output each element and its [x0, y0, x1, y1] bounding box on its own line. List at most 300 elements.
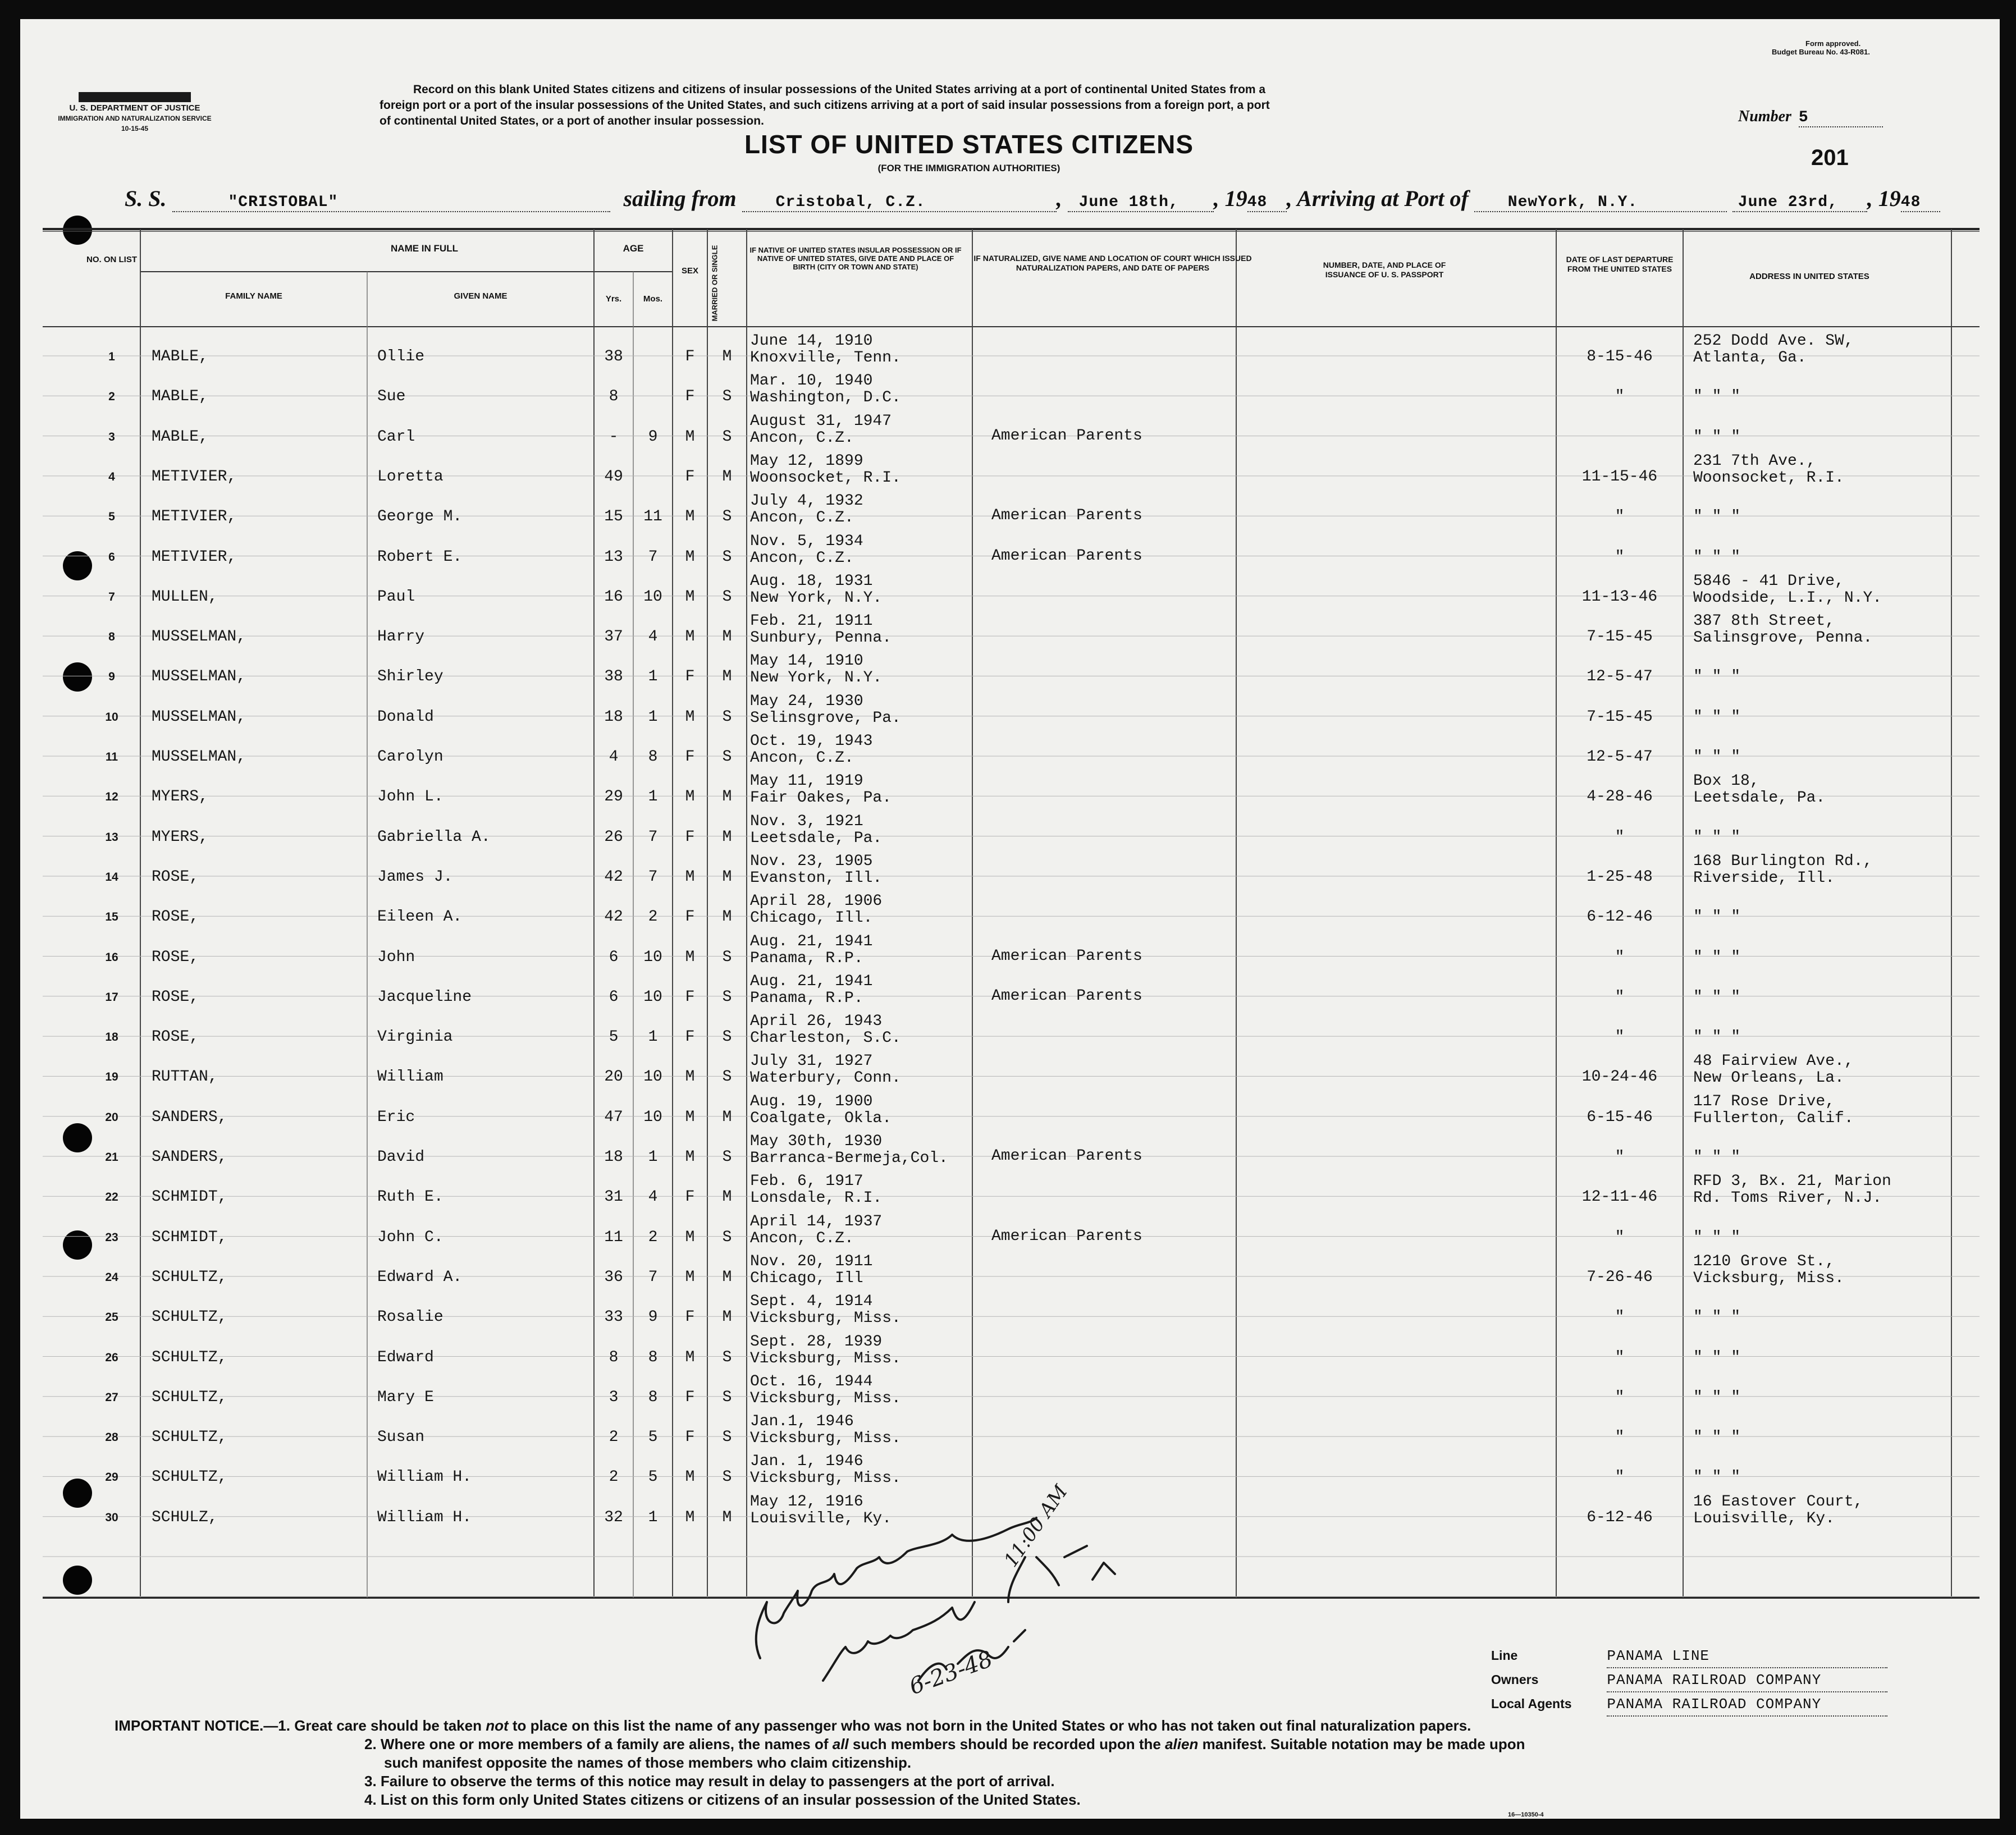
age-years: 8 — [609, 1348, 619, 1366]
col-header-birth: IF NATIVE OF UNITED STATES INSULAR POSSESSION OR IF NATIVE OF UNITED STATES, GIVE DATE AND PLACE OF BIRTH (CITY OR TOWN AND STATE) — [749, 246, 962, 271]
birth-date: Oct. 19, 1943 — [750, 733, 873, 750]
col-header-departure: DATE OF LAST DEPARTURE FROM THE UNITED STATES — [1566, 255, 1674, 273]
intro-text: Record on this blank United States citizens and citizens of insular possessions of the United States arriving at a port of continental United States from a foreign port or a port of the insular possessions of the United States, and such citizens arriving at a port of said insular possessions from a foreign port, a port of continental United States, or a port of another insular possession. — [380, 83, 1270, 127]
sex: M — [685, 628, 695, 646]
sex: F — [685, 1388, 695, 1406]
age-years: - — [609, 428, 619, 446]
age-months: 8 — [648, 1388, 658, 1406]
marital-status: M — [722, 468, 732, 486]
birth-date: May 24, 1930 — [750, 692, 863, 710]
address-line-1: 5846 - 41 Drive, — [1693, 572, 1844, 590]
sex: M — [685, 1508, 695, 1526]
marital-status: M — [722, 788, 732, 806]
birth-date: Nov. 5, 1934 — [750, 532, 863, 550]
marital-status: M — [722, 1308, 732, 1326]
departure-date: 8-15-46 — [1587, 348, 1653, 365]
birth-date: Mar. 10, 1940 — [750, 372, 873, 390]
family-name: SCHMIDT, — [152, 1188, 227, 1206]
footer-carrier: Line PANAMA LINE Owners PANAMA RAILROAD COMPANY Local Agents PANAMA RAILROAD COMPANY — [1491, 1644, 1887, 1717]
given-name: John L. — [377, 788, 444, 806]
address-line-2: Woodside, L.I., N.Y. — [1693, 589, 1882, 607]
form-subtitle: (FOR THE IMMIGRATION AUTHORITIES) — [877, 163, 1060, 173]
sex: F — [685, 468, 695, 486]
address-line-2: Vicksburg, Miss. — [1693, 1269, 1844, 1287]
naturalization-note: American Parents — [991, 1147, 1142, 1165]
sex: M — [685, 1348, 695, 1366]
address-line-2: Leetsdale, Pa. — [1693, 789, 1826, 807]
marital-status: S — [722, 1468, 732, 1486]
departure-date: 6-15-46 — [1587, 1108, 1653, 1126]
age-years: 3 — [609, 1388, 619, 1406]
age-months: 10 — [643, 988, 662, 1006]
given-name: John C. — [377, 1228, 444, 1246]
row-number: 3 — [108, 430, 115, 443]
naturalization-note: American Parents — [991, 947, 1142, 965]
given-name: Mary E — [377, 1388, 434, 1406]
address-line-1: " " " — [1693, 668, 1741, 686]
address-line-1: " " " — [1693, 1468, 1741, 1486]
departure-date: 11-13-46 — [1581, 588, 1658, 606]
given-name: George M. — [377, 508, 463, 526]
address-line-1: Box 18, — [1693, 772, 1759, 790]
family-name: MABLE, — [152, 388, 208, 406]
age-years: 20 — [604, 1068, 623, 1086]
row-number: 19 — [105, 1070, 118, 1084]
row-number: 23 — [105, 1230, 118, 1244]
age-years: 26 — [604, 828, 623, 846]
age-years: 4 — [609, 748, 619, 766]
row-number: 12 — [105, 790, 118, 804]
departure-year: 48 — [1247, 194, 1287, 212]
birth-place: Chicago, Ill. — [750, 909, 873, 927]
voyage-line: S. S. "CRISTOBAL" sailing from Cristobal, C.Z. , June 18th, , 1948 , Arriving at Port of NewYork, N.Y. June 23rd, , 1948 — [125, 185, 1977, 212]
marital-status: S — [722, 428, 732, 446]
sex: F — [685, 348, 695, 365]
age-years: 18 — [604, 708, 623, 726]
address-line-1: 231 7th Ave., — [1693, 452, 1816, 470]
family-name: METIVIER, — [152, 508, 237, 526]
family-name: SCHULTZ, — [152, 1388, 227, 1406]
given-name: Gabriella A. — [377, 828, 491, 846]
col-header-name: NAME IN FULL — [391, 243, 458, 254]
row-number: 2 — [108, 390, 115, 404]
given-name: David — [377, 1148, 425, 1166]
marital-status: M — [722, 1108, 732, 1126]
birth-date: May 12, 1916 — [750, 1493, 863, 1511]
address-line-1: " " " — [1693, 708, 1741, 726]
address-line-1: " " " — [1693, 428, 1741, 446]
age-years: 13 — [604, 548, 623, 566]
sex: M — [685, 1468, 695, 1486]
departure-date: " — [1615, 1228, 1625, 1246]
birth-date: Jan. 1, 1946 — [750, 1453, 863, 1471]
age-months: 1 — [648, 1148, 658, 1166]
family-name: ROSE, — [152, 1028, 199, 1046]
departure-date: 1-25-48 — [1587, 868, 1653, 886]
marital-status: S — [722, 508, 732, 526]
birth-date: Feb. 6, 1917 — [750, 1173, 863, 1191]
given-name: Ollie — [377, 348, 425, 365]
col-header-age: AGE — [623, 243, 644, 254]
birth-place: Evanston, Ill. — [750, 869, 883, 887]
birth-place: Ancon, C.Z. — [750, 429, 854, 447]
age-months: 5 — [648, 1468, 658, 1486]
address-line-1: " " " — [1693, 1348, 1741, 1366]
age-months: 2 — [648, 908, 658, 926]
departure-date: " — [1615, 1028, 1625, 1046]
age-years: 5 — [609, 1028, 619, 1046]
address-line-1: " " " — [1693, 508, 1741, 526]
birth-place: Panama, R.P. — [750, 989, 863, 1007]
birth-date: April 28, 1906 — [750, 893, 883, 910]
marital-status: S — [722, 748, 732, 766]
form-title: LIST OF UNITED STATES CITIZENS — [744, 130, 1194, 159]
address-line-1: " " " — [1693, 1148, 1741, 1166]
birth-place: Washington, D.C. — [750, 389, 901, 407]
row-number: 22 — [105, 1191, 118, 1204]
sex: M — [685, 1108, 695, 1126]
address-line-1: " " " — [1693, 908, 1741, 926]
owners-name: PANAMA RAILROAD COMPANY — [1607, 1669, 1887, 1692]
naturalization-note: American Parents — [991, 987, 1142, 1005]
sex: M — [685, 1268, 695, 1286]
marital-status: S — [722, 1148, 732, 1166]
row-number: 7 — [108, 590, 115, 603]
sex: M — [685, 1148, 695, 1166]
age-years: 2 — [609, 1468, 619, 1486]
birth-date: Aug. 21, 1941 — [750, 972, 873, 990]
birth-date: April 14, 1937 — [750, 1212, 883, 1230]
address-line-1: " " " — [1693, 548, 1741, 566]
departure-date: " — [1615, 388, 1625, 406]
family-name: SANDERS, — [152, 1148, 227, 1166]
departure-date: " — [1615, 1308, 1625, 1326]
birth-place: Panama, R.P. — [750, 949, 863, 967]
given-name: James J. — [377, 868, 453, 886]
departure-date: " — [1615, 988, 1625, 1006]
age-months: 7 — [648, 828, 658, 846]
birth-date: Aug. 19, 1900 — [750, 1092, 873, 1110]
row-number: 13 — [105, 830, 118, 844]
given-name: Carl — [377, 428, 415, 446]
birth-date: Aug. 18, 1931 — [750, 572, 873, 590]
departure-date: " — [1615, 1148, 1625, 1166]
birth-date: Aug. 21, 1941 — [750, 932, 873, 950]
birth-date: Nov. 3, 1921 — [750, 812, 863, 830]
departure-date: 12-5-47 — [1587, 668, 1653, 686]
age-months: 7 — [648, 868, 658, 886]
given-name: William H. — [377, 1468, 472, 1486]
marital-status: M — [722, 1508, 732, 1526]
sex: M — [685, 708, 695, 726]
age-months: 1 — [648, 1508, 658, 1526]
age-months: 5 — [648, 1429, 658, 1447]
arrival-port: NewYork, N.Y. — [1474, 194, 1727, 212]
address-line-1: 387 8th Street, — [1693, 612, 1835, 630]
departure-date: " — [1615, 828, 1625, 846]
birth-place: Lonsdale, R.I. — [750, 1189, 883, 1207]
departure-date: " — [1615, 1388, 1625, 1406]
family-name: RUTTAN, — [152, 1068, 218, 1086]
row-number: 6 — [108, 550, 115, 564]
age-years: 2 — [609, 1429, 619, 1447]
birth-place: Vicksburg, Miss. — [750, 1310, 901, 1328]
marital-status: M — [722, 348, 732, 365]
departure-date: " — [1615, 548, 1625, 566]
birth-place: Louisville, Ky. — [750, 1509, 892, 1527]
age-years: 47 — [604, 1108, 623, 1126]
address-line-1: 16 Eastover Court, — [1693, 1493, 1863, 1511]
age-years: 15 — [604, 508, 623, 526]
family-name: SCHULTZ, — [152, 1348, 227, 1366]
row-number: 21 — [105, 1151, 118, 1164]
birth-date: Nov. 20, 1911 — [750, 1252, 873, 1270]
departure-date: " — [1615, 1429, 1625, 1447]
marital-status: S — [722, 388, 732, 406]
given-name: Rosalie — [377, 1308, 444, 1326]
birth-date: June 14, 1910 — [750, 332, 873, 350]
row-number: 27 — [105, 1390, 118, 1404]
row-number: 28 — [105, 1431, 118, 1444]
marital-status: S — [722, 1429, 732, 1447]
given-name: Ruth E. — [377, 1188, 444, 1206]
age-months: 10 — [643, 1108, 662, 1126]
sex: M — [685, 788, 695, 806]
departure-date: 12-5-47 — [1587, 748, 1653, 766]
address-line-1: " " " — [1693, 748, 1741, 766]
number-field: Number 5 — [1738, 108, 1883, 127]
family-name: MYERS, — [152, 788, 208, 806]
birth-date: Oct. 16, 1944 — [750, 1372, 873, 1390]
col-header-no: NO. ON LIST — [86, 255, 137, 264]
address-line-1: " " " — [1693, 828, 1741, 846]
age-months: 8 — [648, 1348, 658, 1366]
age-months: 4 — [648, 1188, 658, 1206]
birth-place: Fair Oakes, Pa. — [750, 789, 892, 807]
departure-date: 4-28-46 — [1587, 788, 1653, 806]
birth-place: New York, N.Y. — [750, 589, 883, 607]
age-months: 8 — [648, 748, 658, 766]
family-name: SCHULTZ, — [152, 1308, 227, 1326]
birth-place: Ancon, C.Z. — [750, 1229, 854, 1247]
sex: F — [685, 1188, 695, 1206]
birth-date: August 31, 1947 — [750, 412, 892, 430]
col-header-given: GIVEN NAME — [454, 291, 508, 301]
departure-date: 12-11-46 — [1581, 1188, 1658, 1206]
sex: M — [685, 508, 695, 526]
given-name: Carolyn — [377, 748, 444, 766]
departure-date: " — [1615, 1348, 1625, 1366]
sex: F — [685, 388, 695, 406]
marital-status: S — [722, 708, 732, 726]
given-name: Robert E. — [377, 548, 463, 566]
address-line-1: " " " — [1693, 948, 1741, 966]
given-name: William — [377, 1068, 444, 1086]
sex: M — [685, 948, 695, 966]
page-number: 201 — [1811, 145, 1849, 170]
row-number: 11 — [105, 751, 118, 763]
row-number: 14 — [105, 870, 118, 884]
address-line-1: 48 Fairview Ave., — [1693, 1053, 1854, 1070]
birth-date: July 31, 1927 — [750, 1053, 873, 1070]
family-name: METIVIER, — [152, 468, 237, 486]
family-name: SCHULTZ, — [152, 1468, 227, 1486]
address-line-1: " " " — [1693, 1308, 1741, 1326]
age-years: 37 — [604, 628, 623, 646]
department-name: U. S. DEPARTMENT OF JUSTICE — [69, 103, 200, 113]
departure-date: June 18th, — [1068, 194, 1214, 212]
naturalization-note: American Parents — [991, 427, 1142, 445]
sex: F — [685, 1429, 695, 1447]
sex: F — [685, 748, 695, 766]
given-name: Edward A. — [377, 1268, 463, 1286]
marital-status: S — [722, 1028, 732, 1046]
age-years: 38 — [604, 668, 623, 686]
birth-date: Feb. 21, 1911 — [750, 612, 873, 630]
departure-date: 7-15-45 — [1587, 628, 1653, 646]
age-months: 4 — [648, 628, 658, 646]
col-header-naturalized: IF NATURALIZED, GIVE NAME AND LOCATION OF COURT WHICH ISSUED NATURALIZATION PAPERS, AND DATE OF PAPERS — [973, 254, 1252, 272]
birth-place: Leetsdale, Pa. — [750, 829, 883, 847]
line-name: PANAMA LINE — [1607, 1645, 1887, 1668]
birth-place: Knoxville, Tenn. — [750, 349, 901, 367]
family-name: SCHULTZ, — [152, 1268, 227, 1286]
given-name: William H. — [377, 1508, 472, 1526]
family-name: MUSSELMAN, — [152, 668, 246, 686]
sex: M — [685, 868, 695, 886]
marital-status: M — [722, 668, 732, 686]
important-notice: IMPORTANT NOTICE.—1. Great care should be taken not to place on this list the name of any passenger who was not born in the United States or who has not taken out final naturalization papers. 2. Where one or more members of a family are aliens, the names of all such members should be recorded upon the alien manifest. Suitable notation may be made upon such manifest opposite the names of those members who claim citizenship. 3. Failure to observe the terms of this notice may result in delay to passengers at the port of arrival. 4. List on this form only United States citizens or citizens of an insular possession of the United States. — [115, 1717, 1525, 1808]
address-line-2: Atlanta, Ga. — [1693, 349, 1807, 367]
family-name: MABLE, — [152, 428, 208, 446]
family-name: METIVIER, — [152, 548, 237, 566]
sex: M — [685, 588, 695, 606]
age-years: 18 — [604, 1148, 623, 1166]
form-date: 10-15-45 — [121, 125, 149, 132]
row-number: 5 — [108, 510, 115, 524]
age-years: 16 — [604, 588, 623, 606]
address-line-1: 168 Burlington Rd., — [1693, 852, 1873, 870]
departure-date: 10-24-46 — [1581, 1068, 1658, 1086]
given-name: Edward — [377, 1348, 434, 1366]
family-name: ROSE, — [152, 868, 199, 886]
birth-place: Ancon, C.Z. — [750, 509, 854, 527]
age-years: 49 — [604, 468, 623, 486]
given-name: Jacqueline — [377, 988, 472, 1006]
address-line-1: 117 Rose Drive, — [1693, 1092, 1835, 1110]
birth-date: May 11, 1919 — [750, 772, 863, 790]
birth-place: Waterbury, Conn. — [750, 1069, 901, 1087]
age-years: 6 — [609, 948, 619, 966]
age-years: 36 — [604, 1268, 623, 1286]
print-code: 16—10350-4 — [1508, 1811, 1544, 1818]
row-number: 20 — [105, 1110, 118, 1124]
birth-place: Vicksburg, Miss. — [750, 1430, 901, 1448]
birth-date: Sept. 28, 1939 — [750, 1333, 883, 1351]
family-name: ROSE, — [152, 988, 199, 1006]
number-value: 5 — [1799, 109, 1883, 127]
given-name: Eileen A. — [377, 908, 463, 926]
col-header-family: FAMILY NAME — [225, 291, 282, 301]
birth-place: Barranca-Bermeja,Col. — [750, 1150, 948, 1167]
row-number: 4 — [108, 470, 115, 483]
handwritten-date: 6-23-48 — [906, 1646, 996, 1700]
col-header-passport: NUMBER, DATE, AND PLACE OF ISSUANCE OF U. S. PASSPORT — [1323, 260, 1446, 279]
row-number: 16 — [105, 950, 118, 964]
birth-place: Ancon, C.Z. — [750, 549, 854, 567]
family-name: MULLEN, — [152, 588, 218, 606]
col-header-married: MARRIED OR SINGLE — [710, 245, 719, 322]
row-number: 26 — [105, 1351, 118, 1364]
marital-status: S — [722, 988, 732, 1006]
birth-date: May 14, 1910 — [750, 652, 863, 670]
address-line-1: " " " — [1693, 1429, 1741, 1447]
marital-status: S — [722, 948, 732, 966]
given-name: Sue — [377, 388, 406, 406]
birth-place: Selinsgrove, Pa. — [750, 709, 901, 727]
birth-date: Sept. 4, 1914 — [750, 1293, 873, 1311]
departure-date: 11-15-46 — [1581, 468, 1658, 486]
address-line-2: New Orleans, La. — [1693, 1069, 1844, 1087]
age-years: 31 — [604, 1188, 623, 1206]
marital-status: S — [722, 1228, 732, 1246]
address-line-1: " " " — [1693, 1028, 1741, 1046]
family-name: SCHMIDT, — [152, 1228, 227, 1246]
birth-date: July 4, 1932 — [750, 492, 863, 510]
departure-date: 7-15-45 — [1587, 708, 1653, 726]
family-name: SANDERS, — [152, 1108, 227, 1126]
sex: M — [685, 428, 695, 446]
age-years: 42 — [604, 908, 623, 926]
row-number: 24 — [105, 1270, 118, 1284]
family-name: MYERS, — [152, 828, 208, 846]
address-line-1: RFD 3, Bx. 21, Marion — [1693, 1173, 1891, 1191]
age-months: 1 — [648, 1028, 658, 1046]
age-months: 9 — [648, 428, 658, 446]
sex: F — [685, 908, 695, 926]
address-line-2: Louisville, Ky. — [1693, 1509, 1835, 1527]
address-line-2: Fullerton, Calif. — [1693, 1109, 1854, 1127]
sex: M — [685, 1068, 695, 1086]
age-months: 1 — [648, 708, 658, 726]
given-name: Loretta — [377, 468, 444, 486]
arrival-year: 48 — [1901, 194, 1940, 212]
row-number: 10 — [105, 710, 118, 724]
age-years: 6 — [609, 988, 619, 1006]
marital-status: M — [722, 828, 732, 846]
family-name: ROSE, — [152, 948, 199, 966]
marital-status: S — [722, 1388, 732, 1406]
age-years: 42 — [604, 868, 623, 886]
birth-place: Vicksburg, Miss. — [750, 1349, 901, 1367]
marital-status: M — [722, 908, 732, 926]
family-name: ROSE, — [152, 908, 199, 926]
given-name: Shirley — [377, 668, 444, 686]
marital-status: M — [722, 868, 732, 886]
age-months: 1 — [648, 668, 658, 686]
birth-date: May 30th, 1930 — [750, 1133, 883, 1150]
age-months: 10 — [643, 588, 662, 606]
address-line-2: Riverside, Ill. — [1693, 869, 1835, 887]
row-number: 29 — [105, 1471, 118, 1484]
marital-status: M — [722, 628, 732, 646]
handwritten-time: 11:00 AM — [999, 1481, 1072, 1572]
birth-place: Charleston, S.C. — [750, 1029, 901, 1047]
departure-date: 6-12-46 — [1587, 908, 1653, 926]
family-name: MUSSELMAN, — [152, 708, 246, 726]
col-header-yrs: Yrs. — [605, 294, 622, 304]
birth-place: Vicksburg, Miss. — [750, 1470, 901, 1488]
